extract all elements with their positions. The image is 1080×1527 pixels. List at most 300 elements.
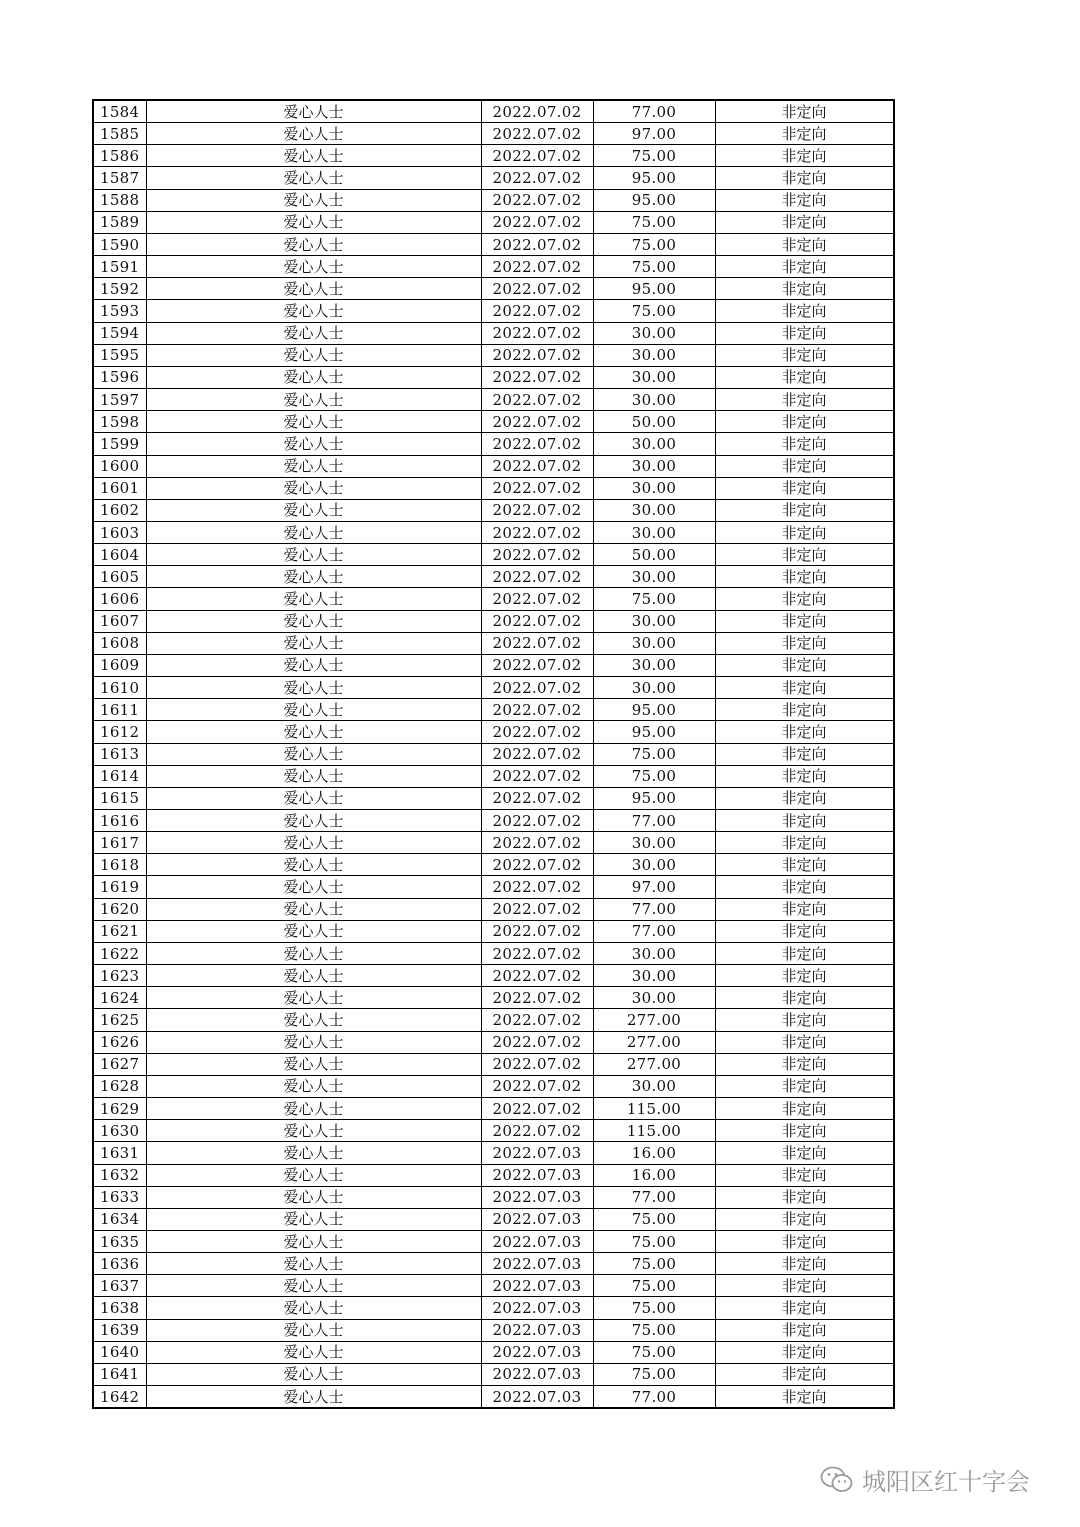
cell-donor: 爱心人士 xyxy=(146,211,481,233)
cell-date: 2022.07.03 xyxy=(481,1142,593,1164)
cell-donor: 爱心人士 xyxy=(146,344,481,366)
cell-purpose: 非定向 xyxy=(715,544,894,566)
cell-date: 2022.07.02 xyxy=(481,211,593,233)
cell-amount: 75.00 xyxy=(593,1363,715,1385)
table-row xyxy=(93,965,894,987)
table-row xyxy=(93,743,894,765)
cell-number: 1628 xyxy=(93,1075,146,1097)
cell-number: 1616 xyxy=(93,810,146,832)
cell-date: 2022.07.02 xyxy=(481,920,593,942)
table-row xyxy=(93,1386,894,1409)
cell-amount: 75.00 xyxy=(593,1319,715,1341)
cell-donor: 爱心人士 xyxy=(146,389,481,411)
table-row xyxy=(93,477,894,499)
cell-number: 1618 xyxy=(93,854,146,876)
cell-donor: 爱心人士 xyxy=(146,1319,481,1341)
cell-purpose: 非定向 xyxy=(715,832,894,854)
cell-amount: 277.00 xyxy=(593,1009,715,1031)
table-row xyxy=(93,300,894,322)
cell-purpose: 非定向 xyxy=(715,1319,894,1341)
cell-amount: 75.00 xyxy=(593,743,715,765)
cell-number: 1594 xyxy=(93,322,146,344)
cell-purpose: 非定向 xyxy=(715,787,894,809)
cell-number: 1603 xyxy=(93,521,146,543)
cell-donor: 爱心人士 xyxy=(146,1098,481,1120)
cell-purpose: 非定向 xyxy=(715,898,894,920)
table-row xyxy=(93,278,894,300)
cell-donor: 爱心人士 xyxy=(146,233,481,255)
cell-donor: 爱心人士 xyxy=(146,965,481,987)
cell-number: 1604 xyxy=(93,544,146,566)
cell-amount: 95.00 xyxy=(593,278,715,300)
table-row xyxy=(93,566,894,588)
table-row xyxy=(93,189,894,211)
cell-donor: 爱心人士 xyxy=(146,832,481,854)
cell-amount: 95.00 xyxy=(593,721,715,743)
table-row xyxy=(93,854,894,876)
cell-purpose: 非定向 xyxy=(715,965,894,987)
cell-date: 2022.07.02 xyxy=(481,743,593,765)
cell-number: 1593 xyxy=(93,300,146,322)
wechat-icon xyxy=(820,1465,854,1495)
cell-donor: 爱心人士 xyxy=(146,876,481,898)
cell-purpose: 非定向 xyxy=(715,810,894,832)
cell-date: 2022.07.03 xyxy=(481,1319,593,1341)
cell-donor: 爱心人士 xyxy=(146,278,481,300)
cell-amount: 30.00 xyxy=(593,455,715,477)
cell-date: 2022.07.02 xyxy=(481,677,593,699)
donation-table-body xyxy=(93,100,894,1408)
cell-purpose: 非定向 xyxy=(715,610,894,632)
cell-donor: 爱心人士 xyxy=(146,256,481,278)
table-row xyxy=(93,810,894,832)
watermark-text: 城阳区红十字会 xyxy=(862,1468,1030,1496)
cell-number: 1607 xyxy=(93,610,146,632)
cell-number: 1634 xyxy=(93,1208,146,1230)
cell-donor: 爱心人士 xyxy=(146,920,481,942)
cell-number: 1598 xyxy=(93,411,146,433)
cell-number: 1632 xyxy=(93,1164,146,1186)
table-row xyxy=(93,1098,894,1120)
cell-number: 1625 xyxy=(93,1009,146,1031)
cell-amount: 115.00 xyxy=(593,1120,715,1142)
cell-donor: 爱心人士 xyxy=(146,854,481,876)
table-row xyxy=(93,987,894,1009)
cell-date: 2022.07.02 xyxy=(481,322,593,344)
cell-number: 1637 xyxy=(93,1275,146,1297)
cell-number: 1601 xyxy=(93,477,146,499)
cell-date: 2022.07.02 xyxy=(481,544,593,566)
cell-number: 1635 xyxy=(93,1230,146,1252)
cell-date: 2022.07.02 xyxy=(481,787,593,809)
cell-number: 1611 xyxy=(93,699,146,721)
cell-donor: 爱心人士 xyxy=(146,1009,481,1031)
cell-number: 1638 xyxy=(93,1297,146,1319)
table-row xyxy=(93,876,894,898)
cell-donor: 爱心人士 xyxy=(146,942,481,964)
cell-date: 2022.07.02 xyxy=(481,145,593,167)
cell-date: 2022.07.02 xyxy=(481,566,593,588)
cell-number: 1620 xyxy=(93,898,146,920)
cell-amount: 97.00 xyxy=(593,876,715,898)
cell-amount: 30.00 xyxy=(593,322,715,344)
cell-number: 1591 xyxy=(93,256,146,278)
cell-donor: 爱心人士 xyxy=(146,898,481,920)
cell-amount: 75.00 xyxy=(593,1297,715,1319)
cell-donor: 爱心人士 xyxy=(146,677,481,699)
cell-amount: 30.00 xyxy=(593,832,715,854)
cell-date: 2022.07.02 xyxy=(481,987,593,1009)
cell-amount: 115.00 xyxy=(593,1098,715,1120)
cell-date: 2022.07.03 xyxy=(481,1208,593,1230)
cell-number: 1623 xyxy=(93,965,146,987)
cell-number: 1602 xyxy=(93,499,146,521)
cell-number: 1585 xyxy=(93,123,146,145)
cell-number: 1613 xyxy=(93,743,146,765)
cell-purpose: 非定向 xyxy=(715,1230,894,1252)
cell-donor: 爱心人士 xyxy=(146,1297,481,1319)
table-row xyxy=(93,920,894,942)
cell-purpose: 非定向 xyxy=(715,654,894,676)
cell-donor: 爱心人士 xyxy=(146,167,481,189)
cell-amount: 30.00 xyxy=(593,942,715,964)
cell-date: 2022.07.02 xyxy=(481,699,593,721)
cell-donor: 爱心人士 xyxy=(146,566,481,588)
cell-amount: 30.00 xyxy=(593,987,715,1009)
cell-donor: 爱心人士 xyxy=(146,322,481,344)
table-row xyxy=(93,588,894,610)
cell-date: 2022.07.02 xyxy=(481,810,593,832)
cell-purpose: 非定向 xyxy=(715,854,894,876)
cell-number: 1586 xyxy=(93,145,146,167)
cell-amount: 30.00 xyxy=(593,389,715,411)
cell-donor: 爱心人士 xyxy=(146,300,481,322)
cell-donor: 爱心人士 xyxy=(146,987,481,1009)
cell-donor: 爱心人士 xyxy=(146,1386,481,1409)
cell-amount: 30.00 xyxy=(593,366,715,388)
cell-purpose: 非定向 xyxy=(715,300,894,322)
cell-purpose: 非定向 xyxy=(715,123,894,145)
table-row xyxy=(93,832,894,854)
cell-amount: 30.00 xyxy=(593,965,715,987)
cell-amount: 77.00 xyxy=(593,898,715,920)
cell-date: 2022.07.03 xyxy=(481,1230,593,1252)
cell-purpose: 非定向 xyxy=(715,322,894,344)
cell-amount: 30.00 xyxy=(593,433,715,455)
cell-purpose: 非定向 xyxy=(715,920,894,942)
cell-donor: 爱心人士 xyxy=(146,521,481,543)
cell-purpose: 非定向 xyxy=(715,256,894,278)
cell-donor: 爱心人士 xyxy=(146,544,481,566)
cell-date: 2022.07.02 xyxy=(481,100,593,123)
cell-amount: 277.00 xyxy=(593,1053,715,1075)
cell-date: 2022.07.02 xyxy=(481,477,593,499)
cell-number: 1592 xyxy=(93,278,146,300)
cell-number: 1642 xyxy=(93,1386,146,1409)
cell-date: 2022.07.03 xyxy=(481,1297,593,1319)
cell-purpose: 非定向 xyxy=(715,411,894,433)
cell-purpose: 非定向 xyxy=(715,455,894,477)
table-row xyxy=(93,233,894,255)
cell-purpose: 非定向 xyxy=(715,721,894,743)
cell-donor: 爱心人士 xyxy=(146,699,481,721)
cell-date: 2022.07.02 xyxy=(481,300,593,322)
cell-purpose: 非定向 xyxy=(715,521,894,543)
cell-purpose: 非定向 xyxy=(715,1053,894,1075)
cell-number: 1590 xyxy=(93,233,146,255)
cell-purpose: 非定向 xyxy=(715,942,894,964)
donation-table xyxy=(92,99,895,1409)
table-row xyxy=(93,1164,894,1186)
cell-purpose: 非定向 xyxy=(715,100,894,123)
cell-date: 2022.07.02 xyxy=(481,765,593,787)
cell-amount: 75.00 xyxy=(593,300,715,322)
cell-donor: 爱心人士 xyxy=(146,189,481,211)
cell-date: 2022.07.02 xyxy=(481,1053,593,1075)
table-row xyxy=(93,544,894,566)
cell-amount: 75.00 xyxy=(593,233,715,255)
cell-amount: 77.00 xyxy=(593,1186,715,1208)
cell-amount: 75.00 xyxy=(593,1341,715,1363)
cell-date: 2022.07.02 xyxy=(481,411,593,433)
watermark xyxy=(820,1462,1030,1497)
cell-purpose: 非定向 xyxy=(715,233,894,255)
cell-date: 2022.07.02 xyxy=(481,832,593,854)
cell-purpose: 非定向 xyxy=(715,588,894,610)
cell-date: 2022.07.03 xyxy=(481,1164,593,1186)
cell-donor: 爱心人士 xyxy=(146,743,481,765)
cell-amount: 77.00 xyxy=(593,810,715,832)
cell-purpose: 非定向 xyxy=(715,987,894,1009)
cell-purpose: 非定向 xyxy=(715,1297,894,1319)
cell-amount: 77.00 xyxy=(593,100,715,123)
cell-number: 1588 xyxy=(93,189,146,211)
cell-number: 1599 xyxy=(93,433,146,455)
table-row xyxy=(93,521,894,543)
cell-number: 1584 xyxy=(93,100,146,123)
cell-number: 1630 xyxy=(93,1120,146,1142)
table-row xyxy=(93,632,894,654)
cell-donor: 爱心人士 xyxy=(146,123,481,145)
table-row xyxy=(93,322,894,344)
cell-donor: 爱心人士 xyxy=(146,1230,481,1252)
cell-number: 1626 xyxy=(93,1031,146,1053)
cell-amount: 75.00 xyxy=(593,211,715,233)
cell-number: 1609 xyxy=(93,654,146,676)
cell-date: 2022.07.03 xyxy=(481,1275,593,1297)
table-row xyxy=(93,1341,894,1363)
table-row xyxy=(93,344,894,366)
table-row xyxy=(93,654,894,676)
cell-amount: 95.00 xyxy=(593,167,715,189)
cell-amount: 30.00 xyxy=(593,344,715,366)
table-row xyxy=(93,1053,894,1075)
cell-donor: 爱心人士 xyxy=(146,1031,481,1053)
table-row xyxy=(93,1319,894,1341)
cell-purpose: 非定向 xyxy=(715,1009,894,1031)
cell-date: 2022.07.02 xyxy=(481,965,593,987)
cell-donor: 爱心人士 xyxy=(146,1208,481,1230)
table-row xyxy=(93,765,894,787)
table-row xyxy=(93,1275,894,1297)
cell-number: 1627 xyxy=(93,1053,146,1075)
cell-number: 1595 xyxy=(93,344,146,366)
cell-amount: 50.00 xyxy=(593,544,715,566)
table-row xyxy=(93,366,894,388)
cell-donor: 爱心人士 xyxy=(146,721,481,743)
cell-amount: 75.00 xyxy=(593,145,715,167)
cell-purpose: 非定向 xyxy=(715,677,894,699)
cell-amount: 30.00 xyxy=(593,1075,715,1097)
cell-donor: 爱心人士 xyxy=(146,1363,481,1385)
cell-number: 1641 xyxy=(93,1363,146,1385)
cell-donor: 爱心人士 xyxy=(146,1275,481,1297)
cell-date: 2022.07.02 xyxy=(481,1031,593,1053)
table-row xyxy=(93,167,894,189)
cell-amount: 75.00 xyxy=(593,765,715,787)
cell-donor: 爱心人士 xyxy=(146,411,481,433)
cell-date: 2022.07.02 xyxy=(481,433,593,455)
cell-purpose: 非定向 xyxy=(715,1142,894,1164)
cell-purpose: 非定向 xyxy=(715,211,894,233)
cell-amount: 77.00 xyxy=(593,1386,715,1409)
cell-purpose: 非定向 xyxy=(715,1075,894,1097)
cell-amount: 30.00 xyxy=(593,477,715,499)
table-row xyxy=(93,1142,894,1164)
cell-date: 2022.07.02 xyxy=(481,898,593,920)
cell-amount: 50.00 xyxy=(593,411,715,433)
table-row xyxy=(93,787,894,809)
cell-donor: 爱心人士 xyxy=(146,366,481,388)
cell-purpose: 非定向 xyxy=(715,344,894,366)
cell-purpose: 非定向 xyxy=(715,477,894,499)
cell-purpose: 非定向 xyxy=(715,1031,894,1053)
cell-amount: 30.00 xyxy=(593,499,715,521)
cell-purpose: 非定向 xyxy=(715,743,894,765)
table-row xyxy=(93,256,894,278)
cell-purpose: 非定向 xyxy=(715,1253,894,1275)
cell-number: 1597 xyxy=(93,389,146,411)
cell-date: 2022.07.02 xyxy=(481,455,593,477)
cell-donor: 爱心人士 xyxy=(146,765,481,787)
cell-amount: 16.00 xyxy=(593,1164,715,1186)
cell-number: 1629 xyxy=(93,1098,146,1120)
cell-number: 1608 xyxy=(93,632,146,654)
cell-date: 2022.07.02 xyxy=(481,1120,593,1142)
cell-number: 1636 xyxy=(93,1253,146,1275)
table-row xyxy=(93,1031,894,1053)
cell-date: 2022.07.02 xyxy=(481,189,593,211)
cell-purpose: 非定向 xyxy=(715,366,894,388)
table-row xyxy=(93,411,894,433)
cell-amount: 75.00 xyxy=(593,1230,715,1252)
cell-donor: 爱心人士 xyxy=(146,1142,481,1164)
cell-date: 2022.07.02 xyxy=(481,632,593,654)
cell-amount: 75.00 xyxy=(593,1208,715,1230)
cell-number: 1589 xyxy=(93,211,146,233)
table-row xyxy=(93,610,894,632)
table-row xyxy=(93,1230,894,1252)
cell-number: 1596 xyxy=(93,366,146,388)
cell-date: 2022.07.02 xyxy=(481,854,593,876)
cell-date: 2022.07.02 xyxy=(481,123,593,145)
table-row xyxy=(93,677,894,699)
table-row xyxy=(93,1297,894,1319)
table-row xyxy=(93,699,894,721)
cell-date: 2022.07.02 xyxy=(481,256,593,278)
cell-donor: 爱心人士 xyxy=(146,1164,481,1186)
cell-number: 1619 xyxy=(93,876,146,898)
cell-purpose: 非定向 xyxy=(715,167,894,189)
table-row xyxy=(93,499,894,521)
cell-purpose: 非定向 xyxy=(715,1208,894,1230)
cell-purpose: 非定向 xyxy=(715,876,894,898)
cell-amount: 30.00 xyxy=(593,521,715,543)
cell-donor: 爱心人士 xyxy=(146,433,481,455)
cell-number: 1640 xyxy=(93,1341,146,1363)
cell-number: 1587 xyxy=(93,167,146,189)
cell-donor: 爱心人士 xyxy=(146,477,481,499)
cell-purpose: 非定向 xyxy=(715,632,894,654)
cell-number: 1624 xyxy=(93,987,146,1009)
cell-purpose: 非定向 xyxy=(715,145,894,167)
cell-date: 2022.07.02 xyxy=(481,344,593,366)
cell-date: 2022.07.02 xyxy=(481,499,593,521)
cell-amount: 30.00 xyxy=(593,654,715,676)
table-row xyxy=(93,1009,894,1031)
cell-amount: 75.00 xyxy=(593,1275,715,1297)
cell-donor: 爱心人士 xyxy=(146,1053,481,1075)
cell-date: 2022.07.02 xyxy=(481,876,593,898)
cell-number: 1600 xyxy=(93,455,146,477)
cell-date: 2022.07.03 xyxy=(481,1386,593,1409)
cell-amount: 30.00 xyxy=(593,632,715,654)
cell-number: 1631 xyxy=(93,1142,146,1164)
cell-date: 2022.07.02 xyxy=(481,588,593,610)
cell-amount: 75.00 xyxy=(593,588,715,610)
cell-donor: 爱心人士 xyxy=(146,588,481,610)
table-row xyxy=(93,123,894,145)
cell-date: 2022.07.02 xyxy=(481,654,593,676)
cell-amount: 95.00 xyxy=(593,787,715,809)
cell-purpose: 非定向 xyxy=(715,566,894,588)
cell-date: 2022.07.03 xyxy=(481,1363,593,1385)
cell-purpose: 非定向 xyxy=(715,1098,894,1120)
cell-date: 2022.07.03 xyxy=(481,1186,593,1208)
table-row xyxy=(93,211,894,233)
cell-purpose: 非定向 xyxy=(715,1275,894,1297)
table-row xyxy=(93,1186,894,1208)
table-row xyxy=(93,433,894,455)
cell-number: 1612 xyxy=(93,721,146,743)
table-row xyxy=(93,455,894,477)
cell-number: 1614 xyxy=(93,765,146,787)
cell-amount: 30.00 xyxy=(593,854,715,876)
cell-amount: 30.00 xyxy=(593,610,715,632)
cell-donor: 爱心人士 xyxy=(146,499,481,521)
cell-amount: 30.00 xyxy=(593,566,715,588)
cell-donor: 爱心人士 xyxy=(146,632,481,654)
cell-number: 1633 xyxy=(93,1186,146,1208)
cell-number: 1615 xyxy=(93,787,146,809)
cell-donor: 爱心人士 xyxy=(146,654,481,676)
cell-purpose: 非定向 xyxy=(715,189,894,211)
cell-amount: 75.00 xyxy=(593,256,715,278)
cell-donor: 爱心人士 xyxy=(146,610,481,632)
cell-date: 2022.07.02 xyxy=(481,389,593,411)
cell-number: 1617 xyxy=(93,832,146,854)
table-row xyxy=(93,389,894,411)
